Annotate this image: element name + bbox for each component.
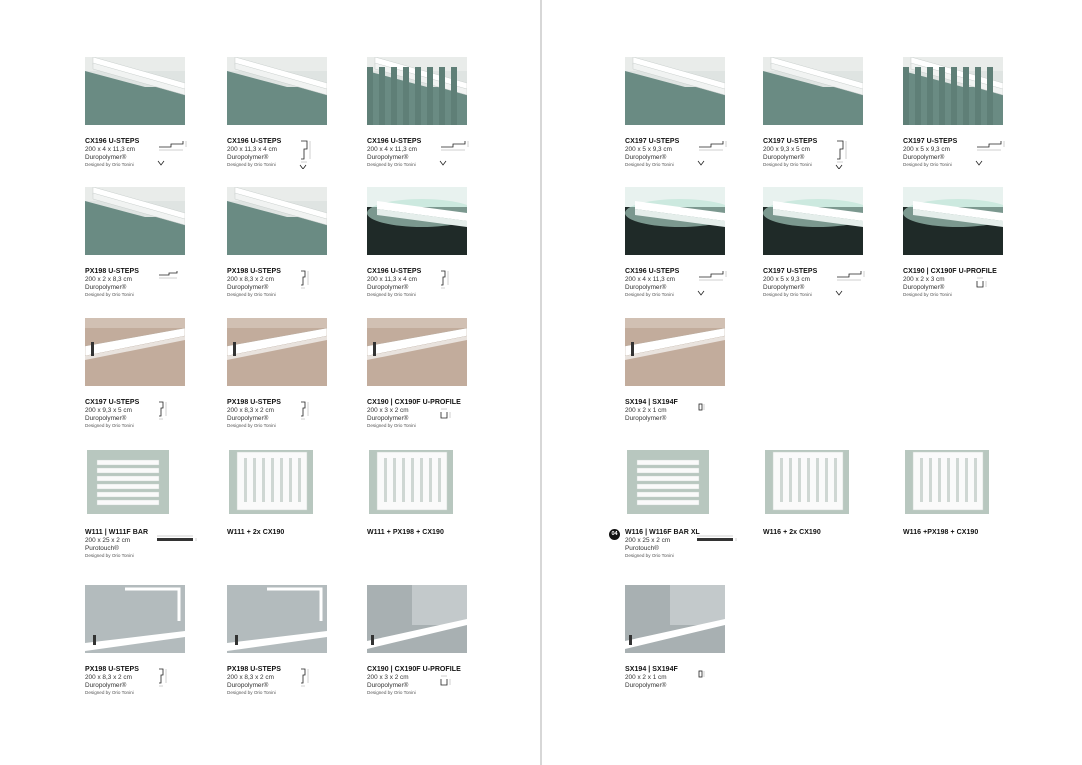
product-dimensions: 200 x 3 x 2 cm [367, 674, 409, 681]
product-material: Duropolymer® [85, 283, 127, 291]
page-number-badge: 04 [609, 529, 620, 540]
product-card [367, 448, 492, 573]
product-material: Duropolymer® [367, 414, 409, 422]
profile-diagram-icon [155, 269, 207, 299]
product-title: W111 + 2x CX190 [227, 529, 285, 536]
profile-diagram-icon [297, 667, 349, 697]
profile-diagram-icon [437, 139, 489, 169]
product-title: CX197 U-STEPS [763, 268, 818, 275]
product-designer: Designed by Orio Tonini [227, 423, 276, 429]
product-image [903, 448, 1003, 516]
product-material: Duropolymer® [367, 681, 409, 689]
product-title: SX194 | SX194F [625, 399, 678, 406]
product-designer: Designed by Orio Tonini [85, 553, 134, 559]
product-title: CX190 | CX190F U-PROFILE [367, 399, 461, 406]
product-dimensions: 200 x 3 x 2 cm [367, 407, 409, 414]
product-title: W111 | W111F BAR [85, 529, 149, 536]
product-material: Duropolymer® [227, 681, 269, 689]
product-material: Duropolymer® [227, 414, 269, 422]
product-card [85, 187, 210, 312]
profile-diagram-icon [437, 667, 489, 697]
product-designer: Designed by Orio Tonini [367, 423, 416, 429]
product-image [903, 187, 1003, 255]
product-dimensions: 200 x 4 x 11,3 cm [625, 276, 675, 283]
product-material: Duropolymer® [763, 153, 805, 161]
product-title: CX197 U-STEPS [763, 138, 818, 145]
product-material: Duropolymer® [625, 681, 667, 689]
product-card [85, 585, 210, 710]
product-designer: Designed by Orio Tonini [367, 690, 416, 696]
product-dimensions: 200 x 25 x 2 cm [625, 537, 671, 544]
product-image [227, 585, 327, 653]
profile-diagram-icon [155, 139, 207, 169]
profile-diagram-icon [437, 269, 489, 299]
product-title: CX197 U-STEPS [85, 399, 140, 406]
profile-diagram-icon [297, 400, 349, 430]
product-material: Duropolymer® [227, 153, 269, 161]
product-material: Duropolymer® [367, 283, 409, 291]
profile-diagram-icon [155, 530, 207, 560]
product-designer: Designed by Orio Tonini [763, 162, 812, 168]
product-dimensions: 200 x 5 x 9,3 cm [763, 276, 810, 283]
profile-diagram-icon [155, 400, 207, 430]
product-title: CX190 | CX190F U-PROFILE [903, 268, 997, 275]
product-image [227, 448, 327, 516]
product-material: Duropolymer® [85, 153, 127, 161]
product-title: CX196 U-STEPS [227, 138, 282, 145]
product-material: Duropolymer® [227, 283, 269, 291]
right-page [542, 0, 1082, 765]
product-card [625, 318, 750, 443]
product-card [625, 187, 750, 312]
profile-diagram-icon [833, 269, 885, 299]
product-designer: Designed by Orio Tonini [85, 423, 134, 429]
product-title: PX198 U-STEPS [227, 666, 281, 673]
product-material: Purotouch® [85, 544, 119, 552]
product-card [763, 448, 888, 573]
product-dimensions: 200 x 5 x 9,3 cm [903, 146, 950, 153]
product-image [625, 187, 725, 255]
profile-diagram-icon [695, 400, 747, 430]
product-dimensions: 200 x 25 x 2 cm [85, 537, 131, 544]
product-title: W116 +PX198 + CX190 [903, 529, 979, 536]
product-material: Duropolymer® [625, 414, 667, 422]
product-title: PX198 U-STEPS [85, 666, 139, 673]
product-image [227, 57, 327, 125]
product-card [227, 187, 352, 312]
product-title: PX198 U-STEPS [227, 268, 281, 275]
product-info [763, 528, 888, 537]
product-dimensions: 200 x 4 x 11,3 cm [367, 146, 417, 153]
product-card [227, 448, 352, 573]
left-page [0, 0, 540, 765]
profile-diagram-icon [437, 400, 489, 430]
product-image [625, 448, 725, 516]
product-image [763, 448, 863, 516]
profile-diagram-icon [695, 667, 747, 697]
product-title: W116 | W116F BAR XL [625, 529, 700, 536]
product-dimensions: 200 x 4 x 11,3 cm [85, 146, 135, 153]
product-material: Duropolymer® [625, 283, 667, 291]
product-image [763, 187, 863, 255]
product-title: CX190 | CX190F U-PROFILE [367, 666, 461, 673]
product-dimensions: 200 x 11,3 x 4 cm [367, 276, 417, 283]
profile-diagram-icon [155, 667, 207, 697]
product-material: Purotouch® [625, 544, 659, 552]
product-designer: Designed by Orio Tonini [903, 162, 952, 168]
product-card [367, 585, 492, 710]
product-title: CX197 U-STEPS [903, 138, 958, 145]
profile-diagram-icon [297, 269, 349, 299]
product-designer: Designed by Orio Tonini [85, 292, 134, 298]
product-material: Duropolymer® [85, 681, 127, 689]
product-dimensions: 200 x 2 x 8,3 cm [85, 276, 132, 283]
product-image [763, 57, 863, 125]
product-dimensions: 200 x 2 x 3 cm [903, 276, 945, 283]
product-card [227, 585, 352, 710]
product-material: Duropolymer® [763, 283, 805, 291]
product-card [227, 57, 352, 182]
product-dimensions: 200 x 9,3 x 5 cm [85, 407, 132, 414]
product-card [903, 187, 1028, 312]
product-title: CX196 U-STEPS [367, 268, 422, 275]
product-designer: Designed by Orio Tonini [85, 162, 134, 168]
product-card [763, 187, 888, 312]
product-card [625, 57, 750, 182]
product-designer: Designed by Orio Tonini [903, 292, 952, 298]
product-dimensions: 200 x 9,3 x 5 cm [763, 146, 810, 153]
product-designer: Designed by Orio Tonini [625, 162, 674, 168]
product-dimensions: 200 x 8,3 x 2 cm [85, 674, 132, 681]
product-image [227, 318, 327, 386]
product-dimensions: 200 x 2 x 1 cm [625, 674, 667, 681]
product-designer: Designed by Orio Tonini [227, 292, 276, 298]
product-image [367, 187, 467, 255]
profile-diagram-icon [833, 139, 885, 169]
product-card [367, 318, 492, 443]
product-card [85, 448, 210, 573]
profile-diagram-icon [695, 139, 747, 169]
product-title: CX196 U-STEPS [625, 268, 680, 275]
product-designer: Designed by Orio Tonini [85, 690, 134, 696]
product-image [85, 585, 185, 653]
product-image [367, 318, 467, 386]
product-card [625, 585, 750, 710]
product-material: Duropolymer® [903, 153, 945, 161]
product-info [903, 528, 1028, 537]
product-title: CX196 U-STEPS [367, 138, 422, 145]
product-image [367, 448, 467, 516]
product-title: SX194 | SX194F [625, 666, 678, 673]
product-title: CX196 U-STEPS [85, 138, 140, 145]
product-title: CX197 U-STEPS [625, 138, 680, 145]
product-material: Duropolymer® [85, 414, 127, 422]
product-card [367, 57, 492, 182]
product-card [611, 448, 750, 573]
product-image [85, 57, 185, 125]
product-card [85, 318, 210, 443]
product-image [903, 57, 1003, 125]
product-image [85, 318, 185, 386]
product-card [763, 57, 888, 182]
profile-diagram-icon [973, 139, 1025, 169]
product-image [625, 57, 725, 125]
product-designer: Designed by Orio Tonini [367, 162, 416, 168]
product-card [367, 187, 492, 312]
product-card [903, 448, 1028, 573]
profile-diagram-icon [695, 269, 747, 299]
product-title: PX198 U-STEPS [85, 268, 139, 275]
product-title: W116 + 2x CX190 [763, 529, 821, 536]
profile-diagram-icon [695, 530, 747, 560]
product-designer: Designed by Orio Tonini [763, 292, 812, 298]
product-material: Duropolymer® [367, 153, 409, 161]
product-designer: Designed by Orio Tonini [625, 292, 674, 298]
product-dimensions: 200 x 2 x 1 cm [625, 407, 667, 414]
profile-diagram-icon [973, 269, 1025, 299]
product-image [85, 448, 185, 516]
product-dimensions: 200 x 8,3 x 2 cm [227, 407, 274, 414]
product-designer: Designed by Orio Tonini [227, 162, 276, 168]
product-image [625, 318, 725, 386]
product-image [227, 187, 327, 255]
profile-diagram-icon [297, 139, 349, 169]
product-dimensions: 200 x 8,3 x 2 cm [227, 674, 274, 681]
product-material: Duropolymer® [903, 283, 945, 291]
product-card [227, 318, 352, 443]
product-image [367, 57, 467, 125]
product-dimensions: 200 x 8,3 x 2 cm [227, 276, 274, 283]
product-title: PX198 U-STEPS [227, 399, 281, 406]
product-material: Duropolymer® [625, 153, 667, 161]
product-card [903, 57, 1028, 182]
product-info [227, 528, 352, 537]
product-image [625, 585, 725, 653]
product-image [85, 187, 185, 255]
product-designer: Designed by Orio Tonini [367, 292, 416, 298]
product-designer: Designed by Orio Tonini [227, 690, 276, 696]
product-designer: Designed by Orio Tonini [625, 553, 674, 559]
product-dimensions: 200 x 5 x 9,3 cm [625, 146, 672, 153]
product-image [367, 585, 467, 653]
product-info [367, 528, 492, 537]
product-card [85, 57, 210, 182]
product-title: W111 + PX198 + CX190 [367, 529, 444, 536]
product-dimensions: 200 x 11,3 x 4 cm [227, 146, 277, 153]
